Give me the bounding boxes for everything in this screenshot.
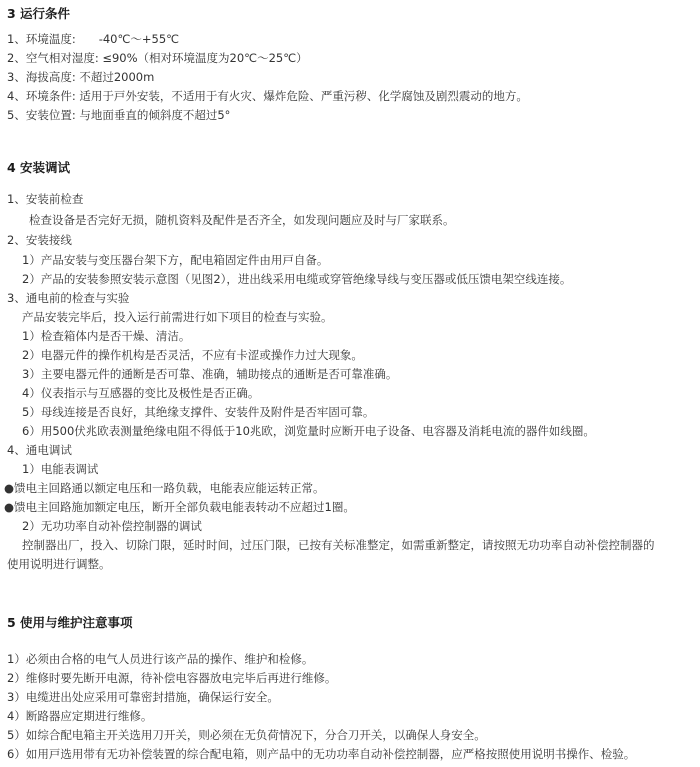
section-heading-usage-maintenance: 5 使用与维护注意事项 bbox=[7, 615, 133, 630]
text-line: 控制器出厂，投入、切除门限，延时时间，过压门限，已按有关标准整定，如需重新整定，请按照无功功率自动补偿控制器的 bbox=[22, 538, 655, 552]
text-line: 2）电器元件的操作机构是否灵活，不应有卡涩或操作力过大现象。 bbox=[22, 348, 363, 362]
section-heading-installation: 4 安装调试 bbox=[7, 160, 71, 175]
text-line: 3、通电前的检查与实验 bbox=[7, 291, 130, 305]
text-line: 4、通电调试 bbox=[7, 443, 72, 457]
text-line: 3）电缆进出处应采用可靠密封措施，确保运行安全。 bbox=[7, 690, 279, 704]
section-heading-operating-conditions: 3 运行条件 bbox=[7, 6, 71, 21]
text-line: 4、环境条件: 适用于戸外安装，不适用于有火灾、爆炸危险、严重污秽、化学腐蚀及剧烈震动的地方。 bbox=[7, 89, 528, 103]
text-line: 使用说明进行调整。 bbox=[7, 557, 111, 571]
text-line: 5）如综合配电箱主开关选用刀开关，则必须在无负荷情况下，分合刀开关，以确保人身安全。 bbox=[7, 728, 486, 742]
text-line: 1）必须由合格的电气人员进行该产品的操作、维护和检修。 bbox=[7, 652, 314, 666]
text-line: 2）产品的安装参照安装示意图（见图2），进出线采用电缆或穿管绝缘导线与变压器或低压馈电架空线连接。 bbox=[22, 272, 572, 286]
text-line: 产品安装完毕后，投入运行前需进行如下项目的检查与实验。 bbox=[22, 310, 333, 324]
text-line: 2）维修时要先断开电源，待补偿电容器放电完毕后再进行维修。 bbox=[7, 671, 337, 685]
text-line: 1）产品安装与变压器台架下方，配电箱固定件由用戸自备。 bbox=[22, 253, 329, 267]
text-line: 4）仪表指示与互感器的变比及极性是否正确。 bbox=[22, 386, 260, 400]
text-line: 1、安装前检查 bbox=[7, 192, 84, 206]
text-line: ●馈电主回路通以额定电压和一路负载，电能表应能运转正常。 bbox=[4, 481, 325, 495]
text-line: 1）电能表调试 bbox=[22, 462, 99, 476]
text-line: 3、海拔高度: 不超过2000m bbox=[7, 70, 155, 84]
text-line: 2、安装接线 bbox=[7, 233, 72, 247]
text-line: 1）检查箱体内是否干燥、清洁。 bbox=[22, 329, 191, 343]
text-line: 2）无功功率自动补偿控制器的调试 bbox=[22, 519, 202, 533]
text-line: 1、环境温度: -40℃～+55℃ bbox=[7, 32, 180, 46]
text-line: 6）如用戸选用带有无功补偿装置的综合配电箱，则产品中的无功功率自动补偿控制器，应严格按照使用说明书操作、检验。 bbox=[7, 747, 636, 761]
text-line: 3）主要电器元件的通断是否可靠、准确，辅助接点的通断是否可靠准确。 bbox=[22, 367, 398, 381]
text-line: 4）断路器应定期进行维修。 bbox=[7, 709, 153, 723]
text-line: 6）用500伏兆欧表测量绝缘电阻不得低于10兆欧，浏览量时应断开电子设备、电容器及消耗电流的器件如线圈。 bbox=[22, 424, 595, 438]
text-line: ●馈电主回路施加额定电压，断开全部负载电能表转动不应超过1圈。 bbox=[4, 500, 355, 514]
text-line: 5、安装位置: 与地面垂直的倾斜度不超过5° bbox=[7, 108, 231, 122]
text-line: 检查设备是否完好无损，随机资料及配件是否齐全，如发现问题应及时与厂家联系。 bbox=[29, 213, 455, 227]
text-line: 2、空气相对湿度: ≤90%（相对环境温度为20℃～25℃） bbox=[7, 51, 308, 65]
text-line: 5）母线连接是否良好，其绝缘支撑件、安装件及附件是否牢固可靠。 bbox=[22, 405, 375, 419]
